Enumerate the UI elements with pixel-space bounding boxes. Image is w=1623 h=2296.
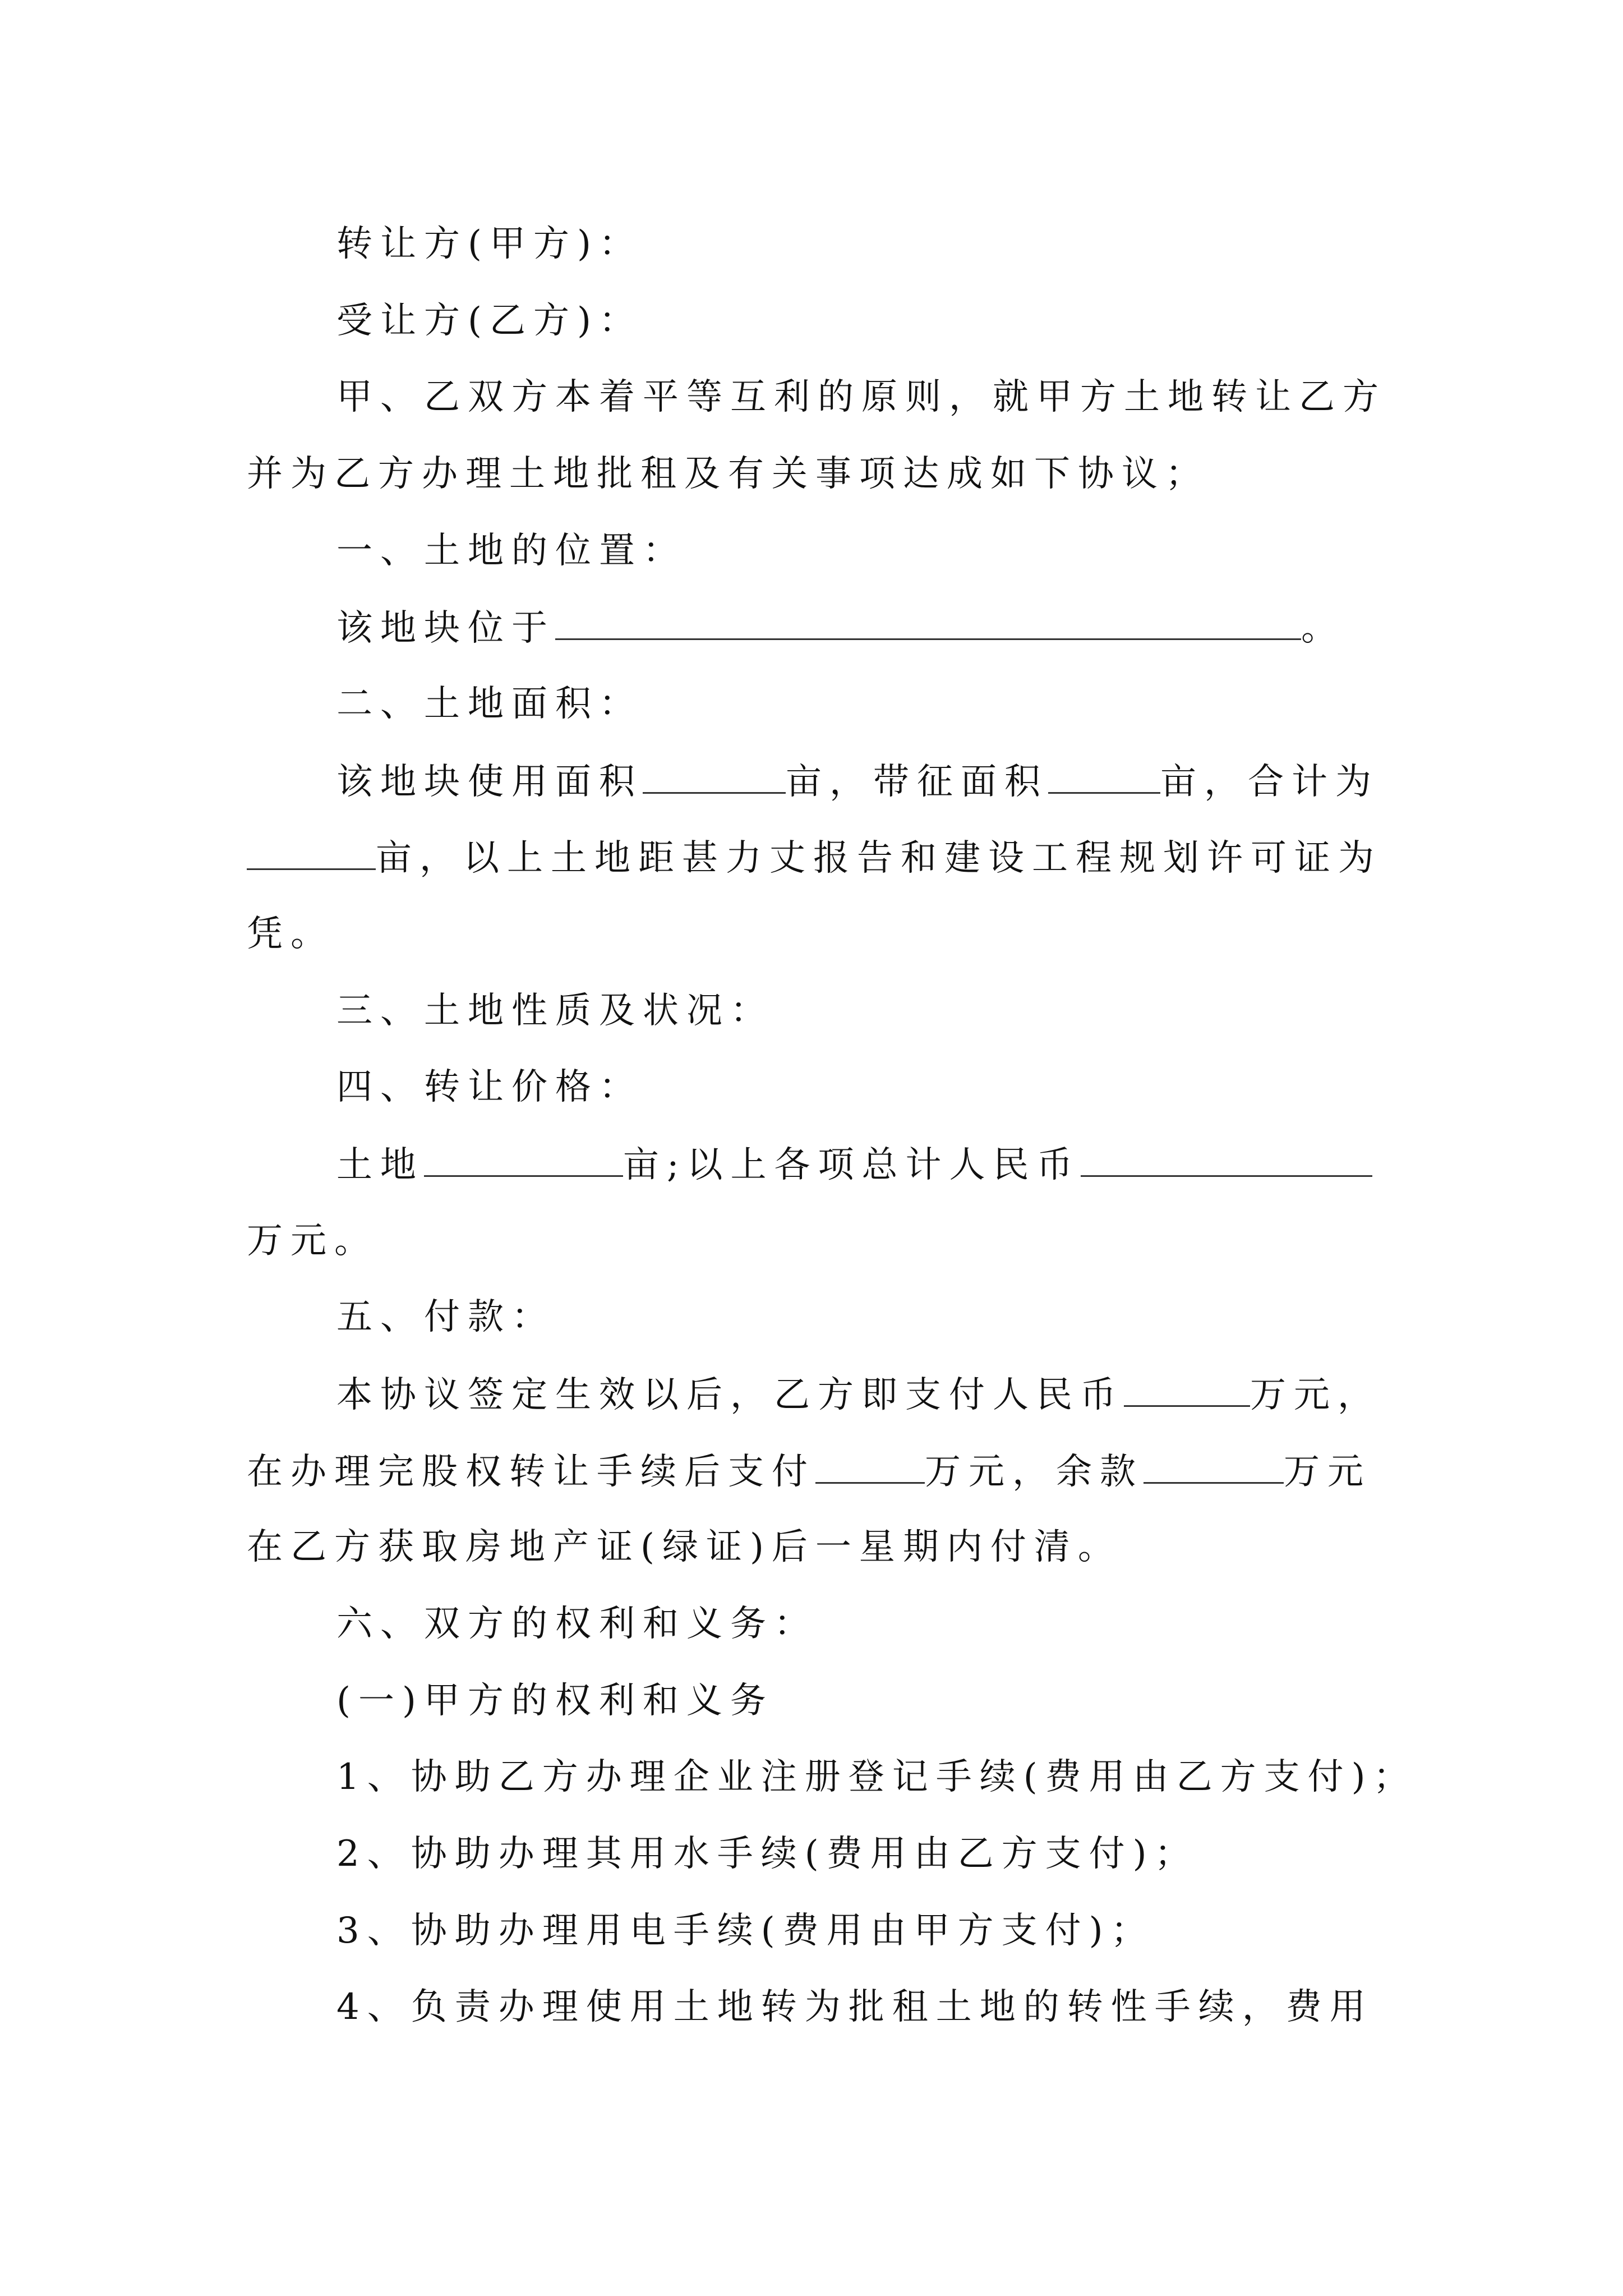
- section-6-heading: 六、双方的权利和义务：: [336, 1603, 818, 1645]
- transferor-line: 转让方(甲方)：: [336, 223, 643, 265]
- area-text-3: 亩，合计为: [1160, 761, 1379, 803]
- area-line-2: [247, 835, 1382, 880]
- intro-line-1: 甲、乙双方本着平等互利的原则，就甲方土地转让乙方: [336, 376, 1386, 418]
- section-4-heading: 四、转让价格：: [336, 1066, 643, 1108]
- first-payment-blank: [1124, 1372, 1250, 1407]
- payment-text-1: 本协议签定生效以后，乙方即支付人民币: [336, 1374, 1124, 1416]
- balance-blank: [1144, 1448, 1284, 1484]
- list-item: 3、协助办理用电手续(费用由甲方支付)；: [336, 1910, 1155, 1952]
- payment-text-2: 万元，: [1250, 1374, 1381, 1416]
- payment-line-2: [247, 1448, 1371, 1493]
- payment-text-4: 万元，余款: [925, 1451, 1144, 1493]
- party-a-subheading: (一)甲方的权利和义务: [336, 1680, 774, 1722]
- second-payment-blank: [815, 1448, 925, 1484]
- price-line-2: 万元。: [247, 1220, 378, 1262]
- transferee-line: 受让方(乙方)：: [336, 300, 643, 342]
- payment-text-3: 在办理完股权转让手续后支付: [247, 1451, 815, 1493]
- price-text-2: 亩;以上各项总计人民币: [623, 1144, 1081, 1186]
- section-3-heading: 三、土地性质及状况：: [336, 990, 774, 1032]
- area-line-3: 凭。: [247, 913, 334, 955]
- total-area-blank: [247, 835, 376, 870]
- location-blank: [555, 605, 1301, 640]
- payment-text-5: 万元: [1284, 1451, 1371, 1493]
- location-period: 。: [1301, 608, 1345, 649]
- area-line-1: [336, 758, 1379, 803]
- payment-line-1: [336, 1372, 1381, 1416]
- section-2-heading: 二、土地面积：: [336, 683, 643, 725]
- area-text-1: 该地块使用面积: [336, 761, 643, 803]
- section-5-heading: 五、付款：: [336, 1296, 555, 1338]
- use-area-blank: [643, 758, 786, 794]
- area-text-4: 亩，以上土地距甚力丈报告和建设工程规划许可证为: [376, 838, 1382, 879]
- list-item: 1、协助乙方办理企业注册登记手续(费用由乙方支付)；: [336, 1756, 1417, 1798]
- levy-area-blank: [1048, 758, 1160, 794]
- payment-line-3: 在乙方获取房地产证(绿证)后一星期内付清。: [247, 1526, 1122, 1568]
- price-line-1: [336, 1142, 1372, 1186]
- location-line: [336, 605, 1345, 650]
- section-1-heading: 一、土地的位置：: [336, 530, 686, 572]
- list-item: 4、负责办理使用土地转为批租土地的转性手续，费用: [336, 1986, 1373, 2028]
- total-price-blank: [1081, 1142, 1372, 1177]
- price-text-1: 土地: [336, 1144, 424, 1186]
- intro-line-2: 并为乙方办理土地批租及有关事项达成如下协议；: [247, 453, 1209, 495]
- location-text: 该地块位于: [336, 608, 555, 649]
- list-item: 2、协助办理其用水手续(费用由乙方支付)；: [336, 1833, 1198, 1875]
- land-mu-blank: [424, 1142, 623, 1177]
- area-text-2: 亩，带征面积: [786, 761, 1048, 803]
